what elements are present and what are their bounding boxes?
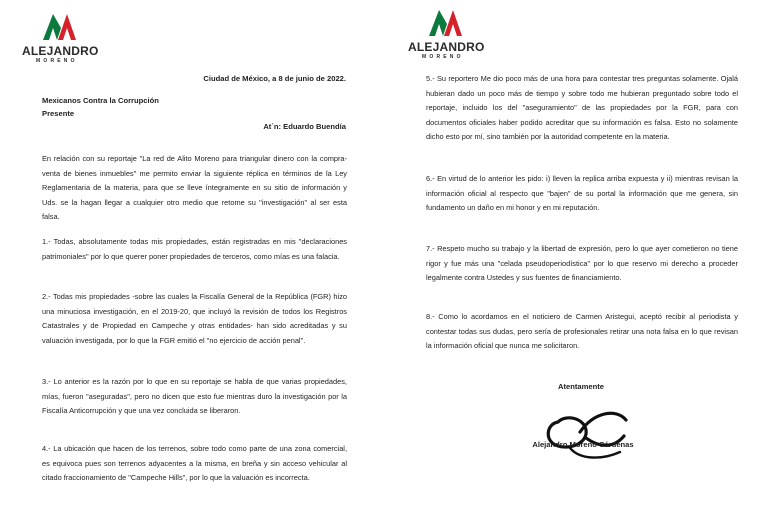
logo-name: ALEJANDRO (408, 40, 485, 54)
paragraph-7: 7.- Respeto mucho su trabajo y la libertad de expresión, pero lo que ayer cometieron no tiene rigor y fue más una "celada pseudoperiodística" por lo que reservo mi derecho a proceder legalmente contra Ustedes y sus fuentes de financiamiento. (426, 244, 738, 282)
paragraph-4: 4.- La ubicación que hacen de los terrenos, sobre todo como parte de una zona comercial, es equivoca pues son terrenos adyacentes a la misma, en breña y sin acceso vehicular al citado fraccionamiento de "Campeche Hills", por lo que la valuación es incorrecta. (42, 444, 347, 482)
paragraph-2: 2.- Todas mis propiedades -sobre las cuales la Fiscalía General de la República (FGR) hizo una minuciosa investigación, en el 2019-20, que incluyó la revisión de todos los Registros Catastrales y de Propiedad en Campeche y otras entidades- han sido acreditadas y su valuación investigada, por lo que la FGR emitió el "no ejercicio de acción penal". (42, 292, 347, 345)
closing: Atentamente (558, 382, 604, 391)
letter-page-2 (396, 0, 768, 528)
attention-line: At´n: Eduardo Buendía (263, 122, 346, 131)
brand-logo (22, 10, 102, 70)
brand-logo (408, 6, 488, 66)
logo-name: ALEJANDRO (22, 44, 99, 58)
paragraph-intro: En relación con su reportaje "La red de Alito Moreno para triangular dinero con la compra-venta de bienes inmuebles" me permito enviar la siguiente réplica en términos de la Ley Reglamentaria de la materia, para que se lleve íntegramente en su sitio de información y Uds. se la hagan llegar a cualquier otro medio que retome su "investigación" al ser esta falsa. (42, 154, 347, 221)
paragraph-6: 6.- En virtud de lo anterior les pido: i) lleven la replica arriba expuesta y ii) mientras revisan la información oficial al respecto que "bajen" de su portal la información que me genera, sin fundamento un daño en mi honor y en mi reputación. (426, 174, 738, 212)
page-gutter (384, 0, 396, 528)
letter-date: Ciudad de México, a 8 de junio de 2022. (203, 74, 346, 83)
paragraph-3: 3.- Lo anterior es la razón por lo que en su reportaje se habla de que varias propiedades, mías, fueron "aseguradas", pero no dicen que esto fue mientras duro la investigación por la Fiscalía Anticorrupción y que una vez concluida se liberaron. (42, 377, 347, 415)
paragraph-1: 1.- Todas, absolutamente todas mis propiedades, están registradas en mis "declaraciones patrimoniales" por lo que querer poner propiedades de terceros, como mías es una falacia. (42, 237, 347, 261)
logo-mark-icon (40, 10, 84, 44)
recipient-org: Mexicanos Contra la Corrupción (42, 96, 159, 105)
paragraph-8: 8.- Como lo acordamos en el noticiero de Carmen Aristegui, aceptó recibir al periodista y contestar todas sus dudas, pero sería de profesionales retirar una nota falsa en lo que revisan la información oficial que nunca me solicitaron. (426, 312, 738, 350)
logo-subname: MORENO (36, 58, 78, 64)
paragraph-5: 5.- Su reportero Me dio poco más de una hora para contestar tres preguntas solamente. Ojalá hubieran dado un poco más de tiempo y sobre todo me hubieran preguntado sobre todo el reportaje, incluido los del "aseguramiento" de las propiedades por la FGR, para con documentos oficiales haber podido acreditar que su información es falsa. Esto no solamente dicho esto por mí, sino también por la autoridad competente en la materia. (426, 74, 738, 141)
logo-mark-icon (426, 6, 470, 40)
recipient-present: Presente (42, 109, 75, 118)
signature (536, 402, 636, 464)
signatory-name: Alejandro Moreno Cárdenas (532, 440, 634, 449)
logo-subname: MORENO (422, 54, 464, 60)
